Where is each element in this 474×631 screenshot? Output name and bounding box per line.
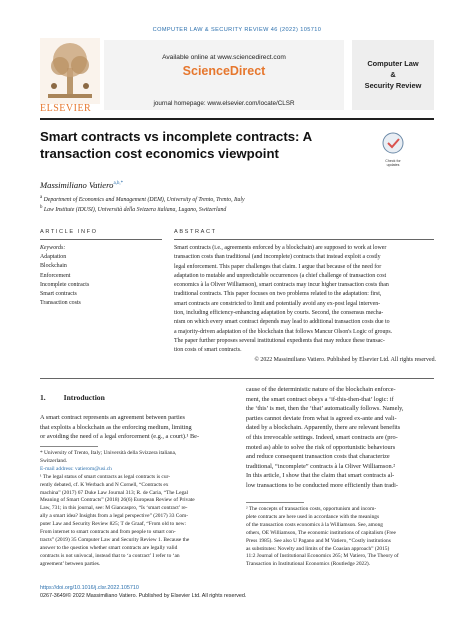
journal-title-line3: Security Review — [364, 81, 422, 90]
author-line — [40, 180, 123, 190]
doi-link[interactable]: https://doi.org/10.1016/j.clsr.2022.105710 — [40, 585, 139, 591]
affiliation-b: Law Institute (IDUSI), Università della Svizzera italiana, Lugano, Switzerland — [43, 206, 227, 213]
check-updates-label: Check for updates — [385, 159, 401, 167]
journal-title-line1: Computer Law — [367, 59, 419, 68]
keywords-block — [40, 244, 89, 308]
title-line-2: transaction cost economics viewpoint — [40, 146, 279, 161]
author-affil-sup[interactable]: a,b,* — [113, 181, 124, 187]
footnote-rule-right — [246, 502, 304, 503]
abstract-rule — [174, 239, 434, 240]
available-online-text: Available online at www.sciencedirect.com — [162, 54, 286, 61]
article-title — [40, 128, 360, 162]
journal-cover-box — [352, 40, 434, 110]
abstract-heading: ABSTRACT — [174, 229, 217, 235]
keyword-item: Transaction costs — [40, 300, 81, 307]
footnotes-left: * University of Trento, Italy; Università della Svizzera italiana, Switzerland. E-mail address: vatierom@usi.ch ¹ The legal status of smart contracts as legal contracts is cur- rently debated, cf. K Werbach and N Cornell, “Contracts ex machina” (2017) 67 Duke Law Journal 313; R. de Caria, “The Legal Meaning of Smart Contracts” (2018) 26(6) European Review of Private Law, 731; in this journal, see: M Giancaspro, “Is ‘smart contract’ re- ally a smart idea? Insights from a legal perspective” (2017) 33 Com- puter Law and Security Review 825; T de Graaf, “From old to new: From internet to smart contracts and from people to smart con- tracts” (2019) 35 Computer Law and Security Review 1. Because the answer to the question whether smart contracts are legally valid contracts is not univocal, instead that to ‘a contract’ I refer to ‘an agreement’ between parties. — [40, 450, 236, 569]
check-updates-icon — [380, 132, 406, 154]
keyword-item: Enforcement — [40, 272, 71, 279]
elsevier-tree-icon — [40, 38, 100, 104]
issn-line: 0267-3649/© 2022 Massimiliano Vatiero. Published by Elsevier Ltd. All rights reserved. — [40, 593, 247, 599]
email-link[interactable]: E-mail address: vatierom@usi.ch — [40, 465, 112, 472]
section-title: Introduction — [63, 393, 105, 402]
article-info-heading: ARTICLE INFO — [40, 229, 98, 235]
footer — [40, 584, 246, 600]
section-number: 1. — [40, 393, 46, 402]
affiliation-a: Department of Economics and Management (DEM), University of Trento, Trento, Italy — [43, 196, 245, 203]
footnotes-right: ² The concepts of transaction costs, opportunism and incom- plete contracts are here used in accordance with the meanings of the transaction costs economics à la Williamson. See, among others, OE Williamson, The economic institutions of capitalism (Free Press 1985). See also U Pagano and M Vatiero, “Costly institutions as substitutes: Novelty and limits of the Coasian approach” (2015) 11:2 Journal of Institutional Economics 265; M Vatiero, The Theory of Transaction in Institutional Economics (Routledge 2022). — [246, 506, 399, 568]
body-right-column: cause of the deterministic nature of the blockchain enforce- ment, the smart contract obeys a ‘if-this-then-that’ logic: if the ‘this’ is met, then the ‘that’ automatically follows. Namely, parties cannot deviate from what is agreed ex-ante and vali- dated by a blockchain. Apparently, there are relevant benefits of this irrevocable settings. Indeed, smart contracts are (pro- moted as) able to solve the risk of opportunistic behaviours and reduce consequent transaction costs that characterize traditional, “incomplete” contracts à la Oliver Williamson.² In this article, I show that the claim that smart contracts al- low transactions to be conducted more efficiently than tradi- — [246, 386, 404, 489]
elsevier-wordmark: ELSEVIER — [40, 103, 92, 114]
keyword-item: Incomplete contracts — [40, 281, 90, 288]
article-info-rule — [40, 239, 162, 240]
abstract-bottom-rule — [40, 378, 434, 379]
section-heading — [40, 393, 105, 402]
keyword-item: Adaptation — [40, 254, 67, 261]
check-for-updates-button[interactable] — [380, 132, 406, 167]
body-left-column: A smart contract represents an agreement between parties that exploits a blockchain as the enforcing medium, limiting or avoiding the need of a legal enforcement (e.g., a court).¹ Be- — [40, 414, 200, 441]
keyword-item: Blockchain — [40, 263, 67, 270]
title-line-1: Smart contracts vs incomplete contracts: A — [40, 129, 313, 144]
author-name: Massimiliano Vatiero — [40, 180, 114, 190]
abstract-copyright: © 2022 Massimiliano Vatiero. Published by Elsevier Ltd. All rights reserved. — [254, 356, 436, 363]
journal-title-line2: & — [390, 70, 396, 79]
running-head: COMPUTER LAW & SECURITY REVIEW 46 (2022) 105710 — [152, 27, 322, 33]
journal-homepage-link[interactable]: journal homepage: www.elsevier.com/locate/CLSR — [153, 100, 295, 107]
masthead-center — [104, 40, 344, 110]
sciencedirect-link[interactable]: ScienceDirect — [182, 64, 266, 78]
abstract-text: Smart contracts (i.e., agreements enforced by a blockchain) are supposed to work at lower transaction costs than traditional (and incomplete) contracts that instead exploit a costly legal enforcement. This paper challenges that claim. I argue that because of the need for adaptation to mutable and unpredictable occurrences (a chief challenge of transaction cost economics à la Oliver Williamson), smart contracts may incur higher transaction costs than traditional contracts. This paper focuses on two problems related to the adaptation: first, smart contracts are constricted to limit and potentially avoid any ex-post legal interven- tion, including efficiency-enhancing adaptation by courts. Second, the consensus mecha- nism on which every smart contract depends may lead to additional transaction costs due to a majority-driven adaptation of the blockchain that follows Mancur Olson's Logic of groups. The paper further proposes several institutional expedients that may reduce these transac- tion costs of smart contracts. © 2022 Massimiliano Vatiero. Published by Elsevier Ltd. All rights reserved. — [174, 244, 436, 365]
elsevier-logo — [40, 38, 100, 110]
keywords-label: Keywords: — [40, 245, 66, 251]
footnote-rule-left — [40, 446, 98, 447]
keyword-item: Smart contracts — [40, 291, 77, 298]
affiliations: $^a$ Department of Economics and Management (DEM), University of Trento, Trento, Italy $^b$ Law Institute (IDUSI), Università della Svizzera italiana, Lugano, Switzerland — [40, 195, 245, 213]
masthead-rule — [40, 118, 434, 120]
